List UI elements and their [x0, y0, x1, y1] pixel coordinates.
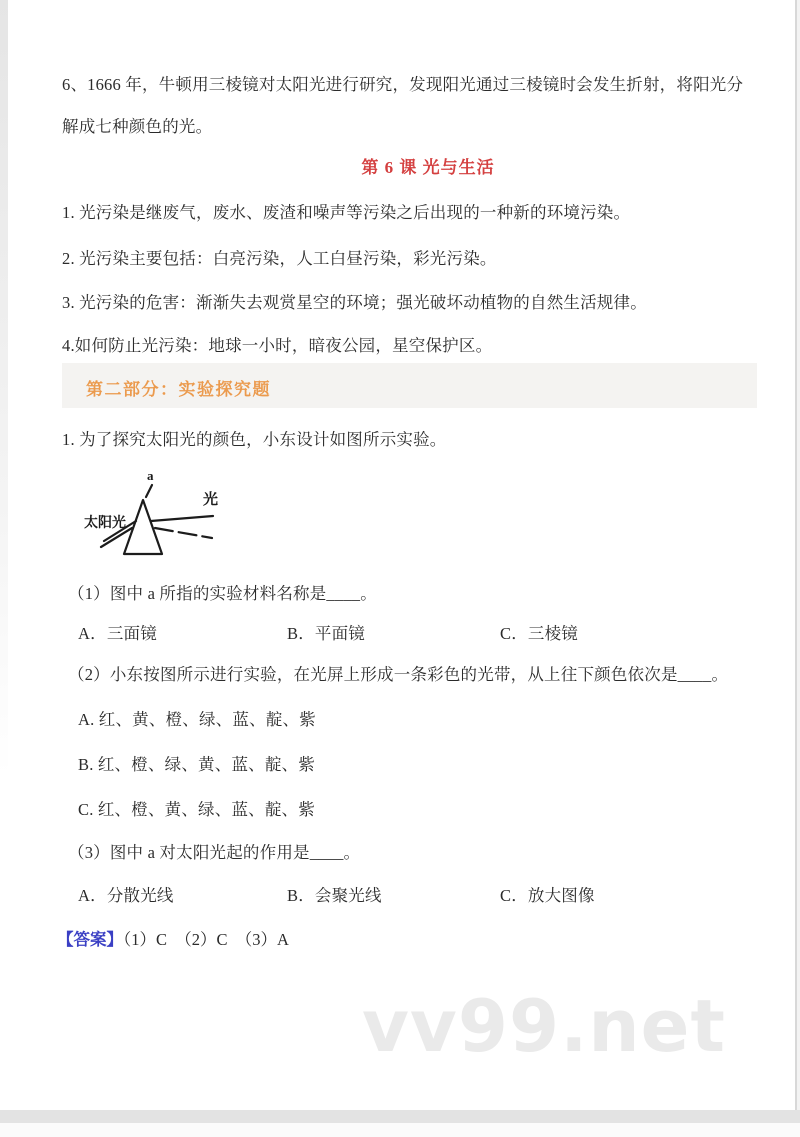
- diagram-label-light: 光: [203, 492, 219, 508]
- prism-triangle-icon: [124, 500, 162, 554]
- sub2-option-b: B. 红、橙、绿、黄、蓝、靛、紫: [78, 755, 315, 774]
- intro-paragraph-line2: 解成七种颜色的光。: [62, 117, 213, 136]
- refracted-ray-bottom: [155, 528, 212, 538]
- intro-paragraph-line1: 6、1666 年，牛顿用三棱镜对太阳光进行研究，发现阳光通过三棱镜时会发生折射，将阳光分: [62, 75, 744, 94]
- next-page-top: [0, 1123, 800, 1137]
- page-left-edge: [0, 0, 8, 1110]
- sub1-option-a: A．三面镜: [78, 624, 157, 643]
- page-gap-strip: [0, 1110, 800, 1123]
- section-heading: 第二部分：实验探究题: [86, 380, 271, 399]
- knowledge-point-4: 4.如何防止光污染：地球一小时，暗夜公园，星空保护区。: [62, 336, 493, 355]
- sub-question-2: （2）小东按图所示进行实验，在光屏上形成一条彩色的光带，从上往下颜色依次是____。: [68, 665, 729, 684]
- sub-question-1: （1）图中 a 所指的实验材料名称是____。: [68, 584, 377, 603]
- sub1-option-c: C．三棱镜: [500, 624, 579, 643]
- sub-question-3: （3）图中 a 对太阳光起的作用是____。: [68, 843, 361, 862]
- sub2-option-c: C. 红、橙、黄、绿、蓝、靛、紫: [78, 800, 315, 819]
- watermark: vv99.net: [362, 984, 726, 1068]
- knowledge-point-3: 3. 光污染的危害：渐渐失去观赏星空的环境；强光破坏动植物的自然生活规律。: [62, 293, 647, 312]
- section-banner: [62, 363, 757, 408]
- lesson-heading: 第 6 课 光与生活: [361, 158, 495, 177]
- diagram-label-a: a: [147, 468, 154, 483]
- question1-intro: 1. 为了探究太阳光的颜色，小东设计如图所示实验。: [62, 430, 447, 449]
- sub2-option-a: A. 红、黄、橙、绿、蓝、靛、紫: [78, 710, 316, 729]
- answer-label: 【答案】: [57, 930, 123, 949]
- sub3-option-a: A．分散光线: [78, 886, 174, 905]
- page-right-border: [795, 0, 797, 1110]
- sub3-option-c: C．放大图像: [500, 886, 595, 905]
- refracted-ray-top: [151, 516, 213, 521]
- knowledge-point-2: 2. 光污染主要包括：白亮污染，人工白昼污染，彩光污染。: [62, 249, 497, 268]
- sub1-option-b: B．平面镜: [287, 624, 366, 643]
- label-a-pointer-line: [146, 485, 152, 497]
- knowledge-point-1: 1. 光污染是继废气，废水、废渣和噪声等污染之后出现的一种新的环境污染。: [62, 203, 631, 222]
- answer-values: （1）C （2）C （3）A: [123, 930, 289, 949]
- sub3-option-b: B．会聚光线: [287, 886, 382, 905]
- prism-diagram: [78, 464, 228, 564]
- diagram-label-sunlight: 太阳光: [84, 516, 126, 531]
